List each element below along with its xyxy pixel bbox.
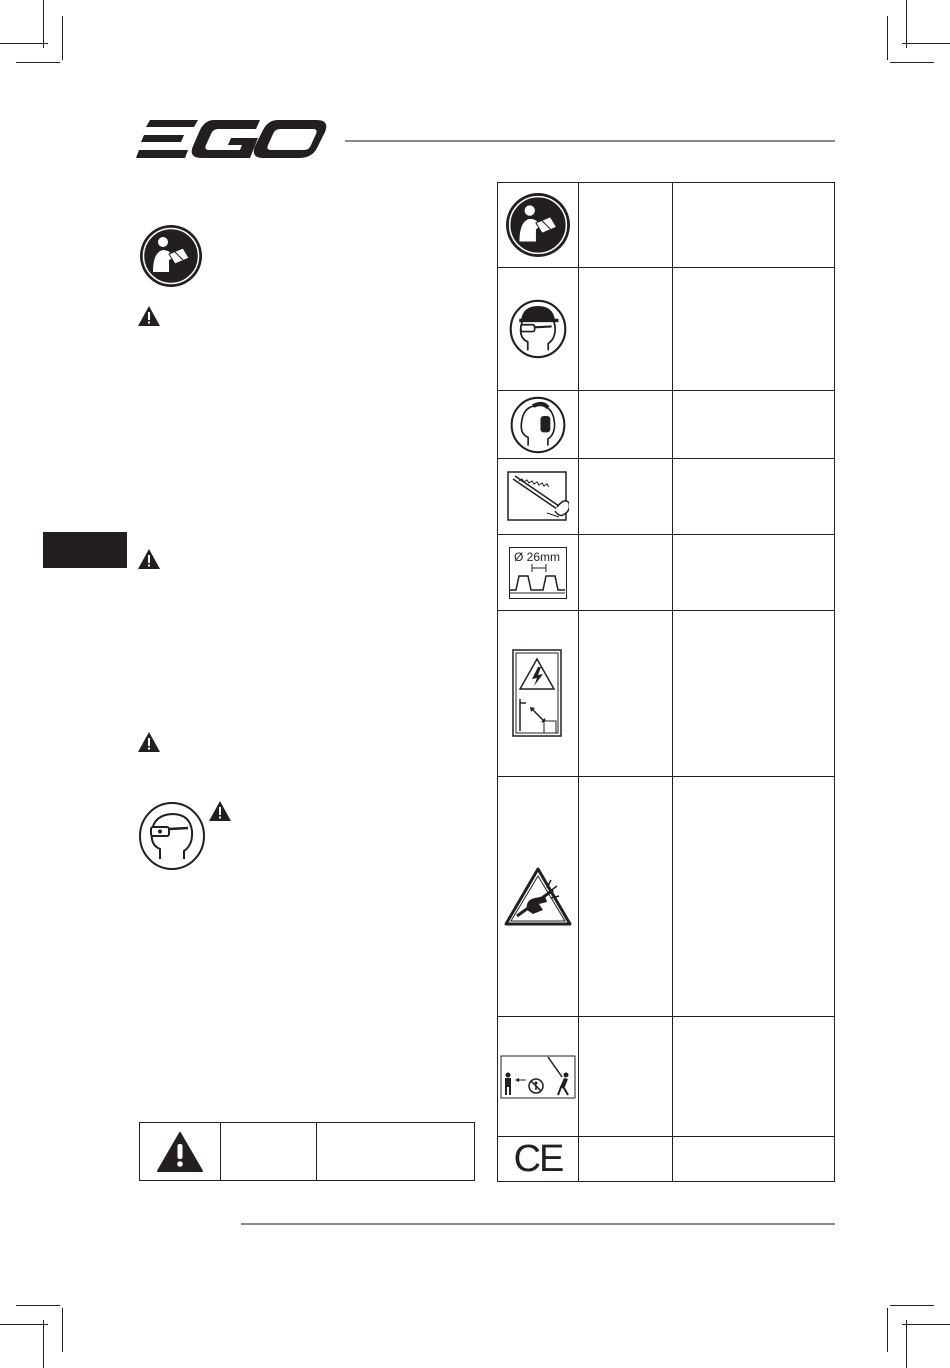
- table-row: [498, 268, 835, 391]
- table-row: [498, 535, 835, 611]
- description-cell: [673, 1017, 835, 1137]
- icon-cell: [498, 1017, 579, 1137]
- description-cell: [673, 183, 835, 268]
- term-cell: [579, 777, 673, 1017]
- crop-mark: [16, 62, 60, 63]
- saw-teeth-graphic: [510, 564, 565, 598]
- language-tab: [43, 532, 127, 568]
- term-cell: [221, 1123, 317, 1181]
- term-cell: [579, 611, 673, 777]
- crop-mark: [62, 1308, 63, 1352]
- symbol-table: [497, 182, 835, 1182]
- crop-mark: [906, 1320, 907, 1368]
- read-manual-icon: [139, 224, 203, 288]
- crop-mark: [902, 43, 950, 44]
- icon-cell: [498, 459, 579, 535]
- crop-mark: [906, 0, 907, 48]
- table-row: [498, 611, 835, 777]
- icon-cell: [498, 535, 579, 611]
- cutting-hazard-icon: [503, 866, 573, 928]
- table-row: [498, 1137, 835, 1182]
- icon-cell: [140, 1123, 221, 1181]
- safety-glasses-icon: [138, 801, 206, 871]
- warning-triangle-icon: [137, 305, 161, 327]
- crop-mark: [43, 0, 44, 48]
- bystander-distance-icon: [500, 1055, 576, 1099]
- icon-cell: [498, 268, 579, 391]
- table-row: [498, 1017, 835, 1137]
- term-cell: [579, 391, 673, 459]
- pole-saw-icon: [507, 471, 569, 523]
- electrocution-hazard-icon: [512, 649, 564, 739]
- table-row: [498, 183, 835, 268]
- table-row: [498, 777, 835, 1017]
- term-cell: [579, 1017, 673, 1137]
- term-cell: [579, 535, 673, 611]
- ego-logo: [136, 116, 328, 162]
- description-cell: [673, 535, 835, 611]
- description-cell: [673, 1137, 835, 1182]
- description-cell: [317, 1123, 475, 1181]
- term-cell: [579, 183, 673, 268]
- warning-definition-table: [139, 1122, 475, 1181]
- crop-mark: [43, 1320, 44, 1368]
- description-cell: [673, 777, 835, 1017]
- branch-diameter-icon: [509, 547, 567, 599]
- description-cell: [673, 459, 835, 535]
- crop-mark: [887, 1308, 888, 1352]
- table-row: [140, 1123, 475, 1181]
- warning-triangle-icon: [208, 800, 232, 822]
- table-row: [498, 459, 835, 535]
- term-cell: [579, 459, 673, 535]
- term-cell: [579, 1137, 673, 1182]
- term-cell: [579, 268, 673, 391]
- icon-cell: [498, 391, 579, 459]
- header-rule: [345, 140, 835, 142]
- description-cell: [673, 268, 835, 391]
- crop-mark: [890, 1305, 934, 1306]
- icon-cell: [498, 777, 579, 1017]
- crop-mark: [16, 1305, 60, 1306]
- ear-protection-icon: [510, 396, 566, 454]
- crop-mark: [902, 1324, 950, 1325]
- crop-mark: [890, 62, 934, 63]
- warning-triangle-icon: [156, 1131, 204, 1173]
- description-cell: [673, 611, 835, 777]
- warning-triangle-icon: [137, 548, 161, 570]
- crop-mark: [62, 16, 63, 60]
- description-cell: [673, 391, 835, 459]
- warning-triangle-icon: [137, 731, 161, 753]
- icon-cell: [498, 611, 579, 777]
- icon-cell: [498, 183, 579, 268]
- ce-mark-icon: CE: [513, 1137, 563, 1180]
- crop-mark: [0, 1324, 48, 1325]
- crop-mark: [0, 43, 48, 44]
- icon-cell: [498, 1137, 579, 1182]
- crop-mark: [887, 16, 888, 60]
- footer-rule: [241, 1223, 835, 1225]
- diameter-label: Ø 26mm: [514, 549, 561, 564]
- table-row: [498, 391, 835, 459]
- hard-hat-glasses-icon: [509, 299, 567, 359]
- read-manual-icon: [505, 192, 571, 258]
